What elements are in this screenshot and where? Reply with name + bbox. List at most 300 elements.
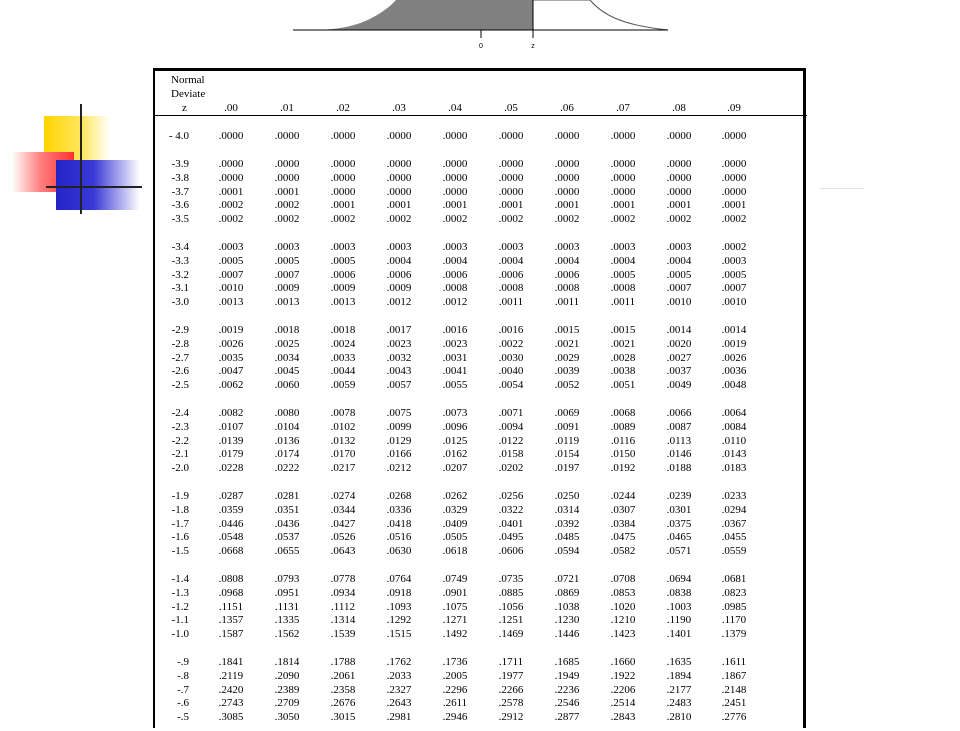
probability-cell: .0594 bbox=[554, 545, 580, 557]
probability-cell: .0793 bbox=[274, 573, 300, 585]
table-row bbox=[155, 337, 805, 351]
z-value: -.8 bbox=[177, 670, 189, 682]
z-value: -1.1 bbox=[171, 614, 189, 626]
probability-cell: .0179 bbox=[218, 448, 244, 460]
probability-cell: .0281 bbox=[274, 490, 300, 502]
z-value: -2.7 bbox=[171, 352, 189, 364]
probability-cell: .0005 bbox=[721, 269, 747, 281]
probability-cell: .0823 bbox=[721, 587, 747, 599]
probability-cell: .0146 bbox=[666, 448, 692, 460]
column-header: .09 bbox=[727, 102, 741, 114]
z-value: -3.2 bbox=[171, 269, 189, 281]
probability-cell: .0048 bbox=[721, 379, 747, 391]
z-value: -2.3 bbox=[171, 421, 189, 433]
probability-cell: .0004 bbox=[442, 255, 468, 267]
probability-cell: .2877 bbox=[554, 711, 580, 723]
probability-cell: .0025 bbox=[274, 338, 300, 350]
probability-cell: .0427 bbox=[330, 518, 356, 530]
table-row bbox=[155, 489, 805, 503]
probability-cell: .0314 bbox=[554, 504, 580, 516]
probability-cell: .2389 bbox=[274, 684, 300, 696]
probability-cell: .0033 bbox=[330, 352, 356, 364]
probability-cell: .0016 bbox=[498, 324, 524, 336]
probability-cell: .0188 bbox=[666, 462, 692, 474]
probability-cell: .0516 bbox=[386, 531, 412, 543]
probability-cell: .0018 bbox=[330, 324, 356, 336]
probability-cell: .0197 bbox=[554, 462, 580, 474]
probability-cell: .0007 bbox=[274, 269, 300, 281]
probability-cell: .0985 bbox=[721, 601, 747, 613]
probability-cell: .0000 bbox=[610, 172, 636, 184]
probability-cell: .0505 bbox=[442, 531, 468, 543]
z-value: -2.5 bbox=[171, 379, 189, 391]
probability-cell: .0000 bbox=[666, 172, 692, 184]
probability-cell: .0000 bbox=[442, 130, 468, 142]
probability-cell: .0301 bbox=[666, 504, 692, 516]
z-value: -3.4 bbox=[171, 241, 189, 253]
probability-cell: .0000 bbox=[218, 158, 244, 170]
table-row bbox=[155, 544, 805, 558]
probability-cell: .0222 bbox=[274, 462, 300, 474]
z-value: -1.6 bbox=[171, 531, 189, 543]
probability-cell: .2420 bbox=[218, 684, 244, 696]
probability-cell: .0000 bbox=[274, 172, 300, 184]
probability-cell: .2033 bbox=[386, 670, 412, 682]
probability-cell: .0000 bbox=[330, 158, 356, 170]
probability-cell: .0212 bbox=[386, 462, 412, 474]
column-header: .04 bbox=[448, 102, 462, 114]
probability-cell: .0026 bbox=[721, 352, 747, 364]
probability-cell: .0869 bbox=[554, 587, 580, 599]
table-row bbox=[155, 683, 805, 697]
probability-cell: .0721 bbox=[554, 573, 580, 585]
probability-cell: .0045 bbox=[274, 365, 300, 377]
probability-cell: .0668 bbox=[218, 545, 244, 557]
probability-cell: .2611 bbox=[442, 697, 468, 709]
probability-cell: .0274 bbox=[330, 490, 356, 502]
probability-cell: .1170 bbox=[721, 614, 747, 626]
probability-cell: .0039 bbox=[554, 365, 580, 377]
probability-cell: .0485 bbox=[554, 531, 580, 543]
table-row bbox=[155, 420, 805, 434]
z-value: -.7 bbox=[177, 684, 189, 696]
table-body bbox=[155, 71, 805, 731]
probability-cell: .2709 bbox=[274, 697, 300, 709]
table-row bbox=[155, 157, 805, 171]
probability-cell: .0031 bbox=[442, 352, 468, 364]
probability-cell: .2912 bbox=[498, 711, 524, 723]
probability-cell: .1038 bbox=[554, 601, 580, 613]
probability-cell: .0000 bbox=[386, 172, 412, 184]
probability-cell: .1075 bbox=[442, 601, 468, 613]
probability-cell: .0000 bbox=[610, 130, 636, 142]
probability-cell: .0015 bbox=[610, 324, 636, 336]
probability-cell: .0110 bbox=[721, 435, 747, 447]
probability-cell: .0708 bbox=[610, 573, 636, 585]
probability-cell: .2090 bbox=[274, 670, 300, 682]
probability-cell: .0012 bbox=[386, 296, 412, 308]
column-header: .05 bbox=[504, 102, 518, 114]
probability-cell: .0166 bbox=[386, 448, 412, 460]
probability-cell: .0571 bbox=[666, 545, 692, 557]
probability-cell: .1867 bbox=[721, 670, 747, 682]
header-normal: Normal bbox=[171, 74, 205, 86]
normal-table bbox=[153, 68, 806, 728]
probability-cell: .0002 bbox=[554, 213, 580, 225]
probability-cell: .1977 bbox=[498, 670, 524, 682]
probability-cell: .0075 bbox=[386, 407, 412, 419]
probability-cell: .0023 bbox=[442, 338, 468, 350]
probability-cell: .0001 bbox=[498, 199, 524, 211]
table-row bbox=[155, 364, 805, 378]
probability-cell: .0071 bbox=[498, 407, 524, 419]
probability-cell: .0150 bbox=[610, 448, 636, 460]
probability-cell: .2327 bbox=[386, 684, 412, 696]
probability-cell: .0011 bbox=[498, 296, 524, 308]
z-value: -3.9 bbox=[171, 158, 189, 170]
probability-cell: .0000 bbox=[610, 158, 636, 170]
z-value: -1.9 bbox=[171, 490, 189, 502]
probability-cell: .0001 bbox=[666, 199, 692, 211]
probability-cell: .1020 bbox=[610, 601, 636, 613]
probability-cell: .0040 bbox=[498, 365, 524, 377]
table-row bbox=[155, 254, 805, 268]
table-row bbox=[155, 185, 805, 199]
probability-cell: .1949 bbox=[554, 670, 580, 682]
probability-cell: .0778 bbox=[330, 573, 356, 585]
probability-cell: .0001 bbox=[274, 186, 300, 198]
probability-cell: .1788 bbox=[330, 656, 356, 668]
probability-cell: .2946 bbox=[442, 711, 468, 723]
probability-cell: .1587 bbox=[218, 628, 244, 640]
probability-cell: .0062 bbox=[218, 379, 244, 391]
z-value: -2.2 bbox=[171, 435, 189, 447]
probability-cell: .0002 bbox=[721, 213, 747, 225]
probability-cell: .0000 bbox=[721, 158, 747, 170]
probability-cell: .0158 bbox=[498, 448, 524, 460]
probability-cell: .0080 bbox=[274, 407, 300, 419]
table-row bbox=[155, 710, 805, 724]
probability-cell: .1814 bbox=[274, 656, 300, 668]
probability-cell: .0030 bbox=[498, 352, 524, 364]
zero-tick-label: 0 bbox=[479, 43, 483, 50]
table-row bbox=[155, 696, 805, 710]
probability-cell: .0073 bbox=[442, 407, 468, 419]
probability-cell: .0000 bbox=[386, 130, 412, 142]
probability-cell: .0901 bbox=[442, 587, 468, 599]
probability-cell: .0102 bbox=[330, 421, 356, 433]
probability-cell: .0014 bbox=[666, 324, 692, 336]
probability-cell: .0010 bbox=[721, 296, 747, 308]
probability-cell: .0000 bbox=[274, 158, 300, 170]
z-value: -1.5 bbox=[171, 545, 189, 557]
probability-cell: .1314 bbox=[330, 614, 356, 626]
table-row bbox=[155, 434, 805, 448]
z-value: -1.7 bbox=[171, 518, 189, 530]
probability-cell: .2148 bbox=[721, 684, 747, 696]
probability-cell: .0233 bbox=[721, 490, 747, 502]
probability-cell: .2643 bbox=[386, 697, 412, 709]
probability-cell: .0009 bbox=[274, 282, 300, 294]
probability-cell: .0000 bbox=[721, 130, 747, 142]
table-row bbox=[155, 530, 805, 544]
probability-cell: .0170 bbox=[330, 448, 356, 460]
probability-cell: .0087 bbox=[666, 421, 692, 433]
table-row bbox=[155, 655, 805, 669]
probability-cell: .0047 bbox=[218, 365, 244, 377]
probability-cell: .2743 bbox=[218, 697, 244, 709]
probability-cell: .0096 bbox=[442, 421, 468, 433]
probability-cell: .0000 bbox=[498, 158, 524, 170]
probability-cell: .0000 bbox=[554, 130, 580, 142]
probability-cell: .0013 bbox=[218, 296, 244, 308]
probability-cell: .0000 bbox=[554, 172, 580, 184]
probability-cell: .0000 bbox=[666, 158, 692, 170]
probability-cell: .1056 bbox=[498, 601, 524, 613]
z-value: -2.1 bbox=[171, 448, 189, 460]
probability-cell: .0029 bbox=[554, 352, 580, 364]
probability-cell: .0032 bbox=[386, 352, 412, 364]
probability-cell: .0023 bbox=[386, 338, 412, 350]
probability-cell: .0455 bbox=[721, 531, 747, 543]
probability-cell: .0256 bbox=[498, 490, 524, 502]
probability-cell: .0174 bbox=[274, 448, 300, 460]
z-value: -2.6 bbox=[171, 365, 189, 377]
probability-cell: .0122 bbox=[498, 435, 524, 447]
table-row bbox=[155, 447, 805, 461]
probability-cell: .0008 bbox=[498, 282, 524, 294]
table-row bbox=[155, 600, 805, 614]
z-value: -2.8 bbox=[171, 338, 189, 350]
probability-cell: .1190 bbox=[666, 614, 692, 626]
probability-cell: .0351 bbox=[274, 504, 300, 516]
probability-cell: .0129 bbox=[386, 435, 412, 447]
probability-cell: .0013 bbox=[330, 296, 356, 308]
probability-cell: .0436 bbox=[274, 518, 300, 530]
probability-cell: .0021 bbox=[554, 338, 580, 350]
probability-cell: .0089 bbox=[610, 421, 636, 433]
probability-cell: .0018 bbox=[274, 324, 300, 336]
probability-cell: .0217 bbox=[330, 462, 356, 474]
probability-cell: .1423 bbox=[610, 628, 636, 640]
probability-cell: .0116 bbox=[610, 435, 636, 447]
probability-cell: .0010 bbox=[218, 282, 244, 294]
probability-cell: .0019 bbox=[721, 338, 747, 350]
probability-cell: .0008 bbox=[442, 282, 468, 294]
probability-cell: .0026 bbox=[218, 338, 244, 350]
probability-cell: .0643 bbox=[330, 545, 356, 557]
probability-cell: .0014 bbox=[721, 324, 747, 336]
column-header: .03 bbox=[392, 102, 406, 114]
probability-cell: .0000 bbox=[330, 172, 356, 184]
probability-cell: .0808 bbox=[218, 573, 244, 585]
probability-cell: .0000 bbox=[498, 130, 524, 142]
probability-cell: .0384 bbox=[610, 518, 636, 530]
z-value: -3.7 bbox=[171, 186, 189, 198]
probability-cell: .1292 bbox=[386, 614, 412, 626]
probability-cell: .0012 bbox=[442, 296, 468, 308]
probability-cell: .2236 bbox=[554, 684, 580, 696]
probability-cell: .0000 bbox=[666, 130, 692, 142]
probability-cell: .0004 bbox=[610, 255, 636, 267]
probability-cell: .0019 bbox=[218, 324, 244, 336]
probability-cell: .0367 bbox=[721, 518, 747, 530]
probability-cell: .0228 bbox=[218, 462, 244, 474]
probability-cell: .0035 bbox=[218, 352, 244, 364]
probability-cell: .2177 bbox=[666, 684, 692, 696]
probability-cell: .0028 bbox=[610, 352, 636, 364]
probability-cell: .0287 bbox=[218, 490, 244, 502]
probability-cell: .2546 bbox=[554, 697, 580, 709]
probability-cell: .0084 bbox=[721, 421, 747, 433]
table-row bbox=[155, 461, 805, 475]
table-row bbox=[155, 586, 805, 600]
probability-cell: .0008 bbox=[554, 282, 580, 294]
probability-cell: .0091 bbox=[554, 421, 580, 433]
probability-cell: .0099 bbox=[386, 421, 412, 433]
probability-cell: .0003 bbox=[386, 241, 412, 253]
probability-cell: .1539 bbox=[330, 628, 356, 640]
probability-cell: .0002 bbox=[274, 199, 300, 211]
probability-cell: .0375 bbox=[666, 518, 692, 530]
probability-cell: .0262 bbox=[442, 490, 468, 502]
z-value: -3.5 bbox=[171, 213, 189, 225]
probability-cell: .0003 bbox=[554, 241, 580, 253]
probability-cell: .0004 bbox=[386, 255, 412, 267]
probability-cell: .0011 bbox=[610, 296, 636, 308]
probability-cell: .0139 bbox=[218, 435, 244, 447]
decorative-faint-line bbox=[820, 188, 864, 189]
probability-cell: .0336 bbox=[386, 504, 412, 516]
probability-cell: .0000 bbox=[218, 130, 244, 142]
probability-cell: .0005 bbox=[610, 269, 636, 281]
table-row bbox=[155, 171, 805, 185]
probability-cell: .0054 bbox=[498, 379, 524, 391]
probability-cell: .1660 bbox=[610, 656, 636, 668]
probability-cell: .0022 bbox=[498, 338, 524, 350]
probability-cell: .1446 bbox=[554, 628, 580, 640]
probability-cell: .1251 bbox=[498, 614, 524, 626]
probability-cell: .0001 bbox=[554, 199, 580, 211]
probability-cell: .0041 bbox=[442, 365, 468, 377]
probability-cell: .0006 bbox=[386, 269, 412, 281]
z-value: - 4.0 bbox=[168, 130, 189, 142]
probability-cell: .1271 bbox=[442, 614, 468, 626]
probability-cell: .0409 bbox=[442, 518, 468, 530]
table-row bbox=[155, 268, 805, 282]
column-header: .07 bbox=[616, 102, 630, 114]
probability-cell: .2981 bbox=[386, 711, 412, 723]
probability-cell: .0006 bbox=[442, 269, 468, 281]
probability-cell: .0049 bbox=[666, 379, 692, 391]
probability-cell: .0202 bbox=[498, 462, 524, 474]
probability-cell: .0537 bbox=[274, 531, 300, 543]
probability-cell: .1611 bbox=[721, 656, 747, 668]
probability-cell: .1469 bbox=[498, 628, 524, 640]
probability-cell: .0548 bbox=[218, 531, 244, 543]
probability-cell: .0132 bbox=[330, 435, 356, 447]
probability-cell: .0004 bbox=[666, 255, 692, 267]
probability-cell: .0003 bbox=[666, 241, 692, 253]
probability-cell: .0968 bbox=[218, 587, 244, 599]
probability-cell: .3085 bbox=[218, 711, 244, 723]
probability-cell: .0001 bbox=[386, 199, 412, 211]
probability-cell: .1922 bbox=[610, 670, 636, 682]
probability-cell: .0681 bbox=[721, 573, 747, 585]
table-row bbox=[155, 572, 805, 586]
probability-cell: .0051 bbox=[610, 379, 636, 391]
probability-cell: .0582 bbox=[610, 545, 636, 557]
probability-cell: .0606 bbox=[498, 545, 524, 557]
probability-cell: .0069 bbox=[554, 407, 580, 419]
probability-cell: .2296 bbox=[442, 684, 468, 696]
probability-cell: .1711 bbox=[498, 656, 524, 668]
probability-cell: .2676 bbox=[330, 697, 356, 709]
probability-cell: .0000 bbox=[274, 130, 300, 142]
z-value: -.6 bbox=[177, 697, 189, 709]
probability-cell: .1894 bbox=[666, 670, 692, 682]
table-row bbox=[155, 323, 805, 337]
probability-cell: .0005 bbox=[274, 255, 300, 267]
probability-cell: .0044 bbox=[330, 365, 356, 377]
probability-cell: .2514 bbox=[610, 697, 636, 709]
probability-cell: .0000 bbox=[386, 186, 412, 198]
probability-cell: .0002 bbox=[666, 213, 692, 225]
z-value: -1.3 bbox=[171, 587, 189, 599]
probability-cell: .0002 bbox=[218, 213, 244, 225]
probability-cell: .1685 bbox=[554, 656, 580, 668]
probability-cell: .0094 bbox=[498, 421, 524, 433]
probability-cell: .0735 bbox=[498, 573, 524, 585]
decorative-horizontal-line bbox=[46, 186, 142, 188]
probability-cell: .1515 bbox=[386, 628, 412, 640]
decorative-vertical-line bbox=[80, 104, 82, 214]
probability-cell: .0003 bbox=[498, 241, 524, 253]
probability-cell: .0136 bbox=[274, 435, 300, 447]
probability-cell: .0559 bbox=[721, 545, 747, 557]
probability-cell: .0002 bbox=[610, 213, 636, 225]
probability-cell: .0002 bbox=[218, 199, 244, 211]
probability-cell: .0003 bbox=[610, 241, 636, 253]
probability-cell: .0005 bbox=[330, 255, 356, 267]
table-row bbox=[155, 281, 805, 295]
probability-cell: .3050 bbox=[274, 711, 300, 723]
probability-cell: .0344 bbox=[330, 504, 356, 516]
probability-cell: .0250 bbox=[554, 490, 580, 502]
probability-cell: .0000 bbox=[610, 186, 636, 198]
z-value: -.9 bbox=[177, 656, 189, 668]
probability-cell: .0000 bbox=[386, 158, 412, 170]
z-tick-label: z bbox=[531, 43, 535, 50]
column-header: .01 bbox=[280, 102, 294, 114]
probability-cell: .1151 bbox=[218, 601, 244, 613]
probability-cell: .2119 bbox=[218, 670, 244, 682]
probability-cell: .0000 bbox=[666, 186, 692, 198]
table-row bbox=[155, 240, 805, 254]
probability-cell: .0655 bbox=[274, 545, 300, 557]
probability-cell: .0060 bbox=[274, 379, 300, 391]
probability-cell: .0004 bbox=[554, 255, 580, 267]
probability-cell: .0043 bbox=[386, 365, 412, 377]
column-header: .06 bbox=[560, 102, 574, 114]
table-row bbox=[155, 212, 805, 226]
probability-cell: .1492 bbox=[442, 628, 468, 640]
table-row bbox=[155, 613, 805, 627]
z-value: -.5 bbox=[177, 711, 189, 723]
column-header: .08 bbox=[672, 102, 686, 114]
probability-cell: .0007 bbox=[721, 282, 747, 294]
probability-cell: .0003 bbox=[274, 241, 300, 253]
